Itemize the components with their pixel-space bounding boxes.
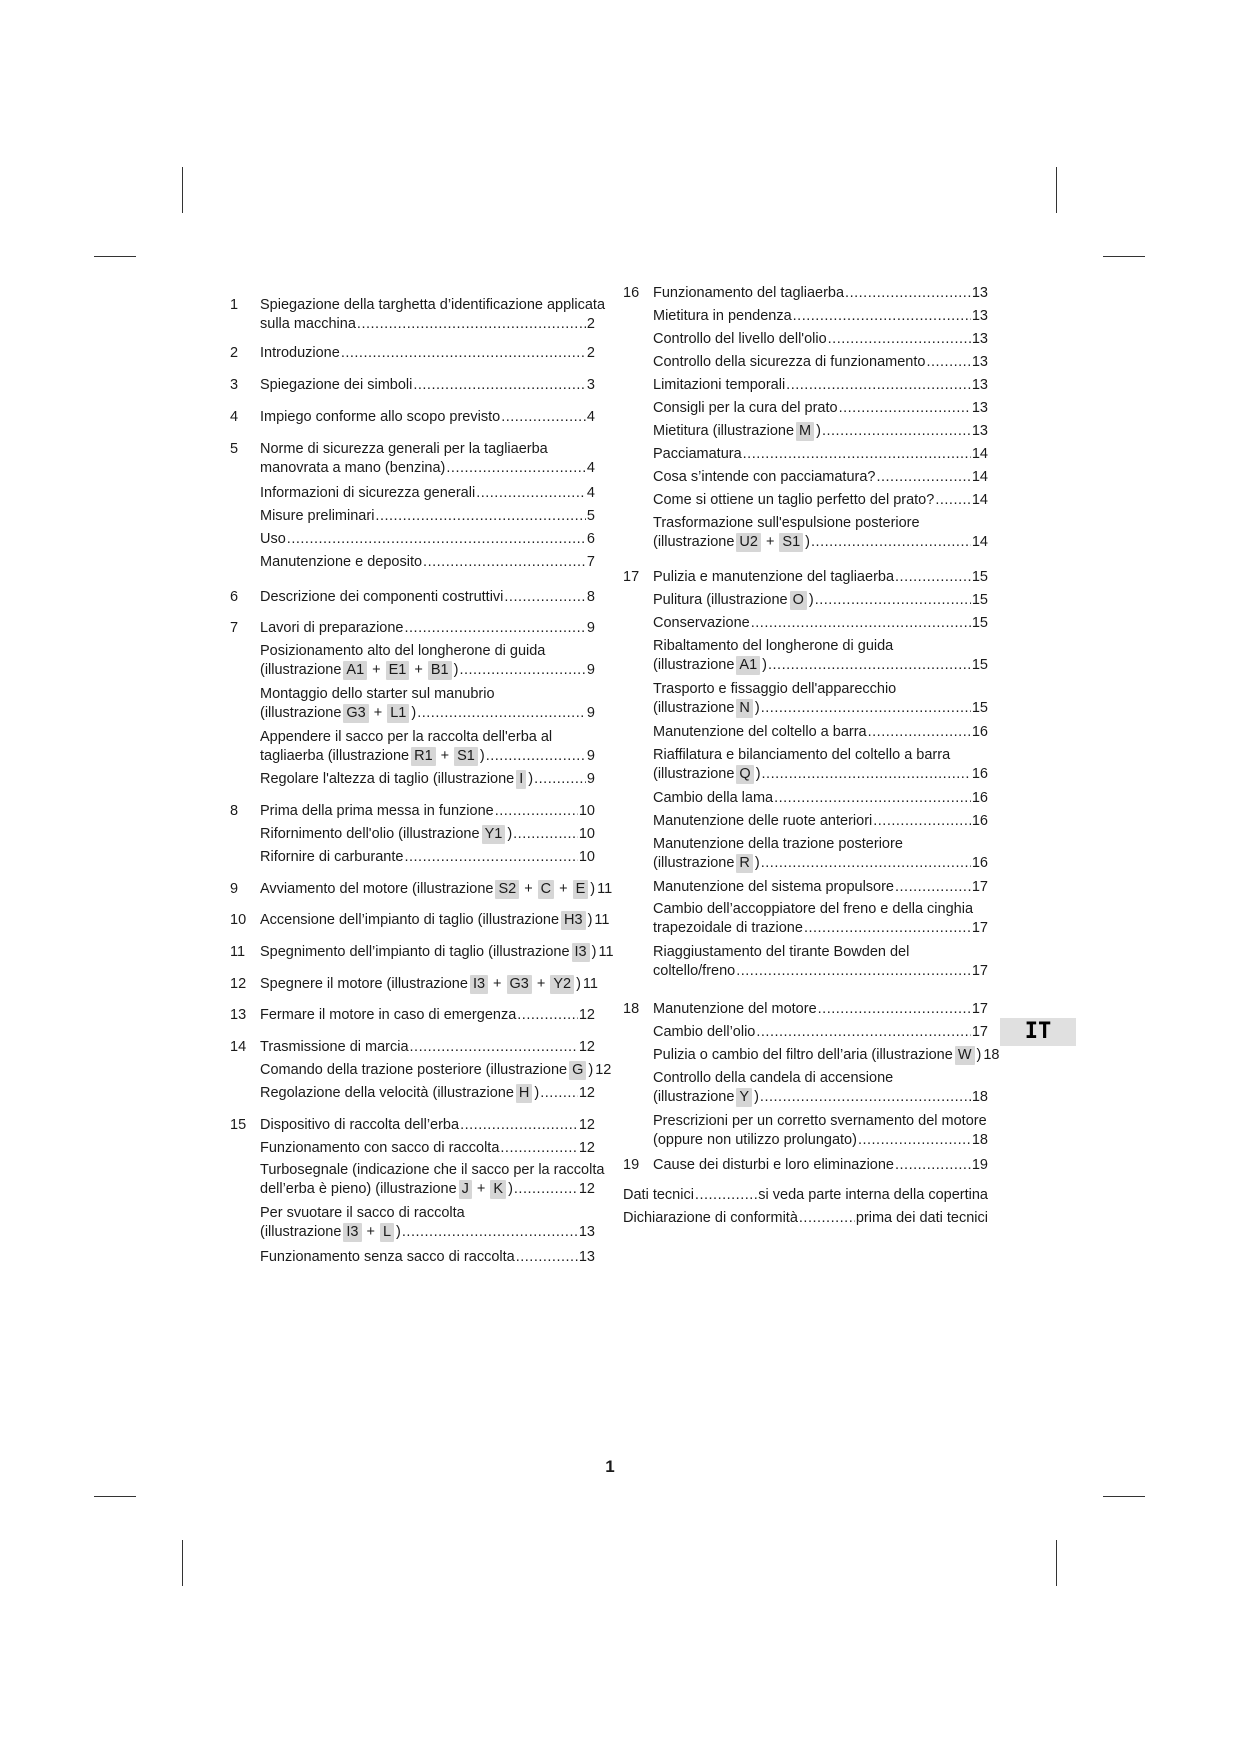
page-ref: 16 xyxy=(971,855,988,871)
toc-entry-title: Cambio dell’accoppiatore del freno e della cinghia xyxy=(653,901,974,917)
dot-leader xyxy=(460,1116,578,1135)
toc-entry-title: Montaggio dello starter sul manubrio xyxy=(260,686,495,702)
closing-paren: ) xyxy=(507,826,513,842)
page-ref: 16 xyxy=(971,790,988,806)
toc-entry-title: Pulizia o cambio del filtro dell’aria (illustrazione xyxy=(653,1047,953,1063)
toc-entry-title: (illustrazione xyxy=(653,766,735,782)
page-ref: 7 xyxy=(586,554,595,570)
toc-entry-title: Dispositivo di raccolta dell’erba xyxy=(260,1117,460,1133)
toc-entry-title: sulla macchina xyxy=(260,316,356,332)
page-ref: 9 xyxy=(586,705,595,721)
page-ref: 11 xyxy=(598,944,614,960)
toc-entry-number: 5 xyxy=(230,441,239,457)
toc-entry-title: Manutenzione del sistema propulsore xyxy=(653,879,894,895)
page-ref: 15 xyxy=(971,657,988,673)
dot-leader xyxy=(804,919,971,938)
illustration-tag: M xyxy=(796,422,814,441)
page-ref: 2 xyxy=(586,345,595,361)
page-ref: 11 xyxy=(597,881,613,897)
toc-entry-title: Turbosegnale (indicazione che il sacco per la raccolta xyxy=(260,1162,605,1178)
toc-entry-title: Conservazione xyxy=(653,615,750,631)
page-ref: 12 xyxy=(578,1039,595,1055)
page-ref: 15 xyxy=(971,592,988,608)
illustration-tag: B1 xyxy=(428,661,452,680)
toc-entry-title: Posizionamento alto del longherone di guida xyxy=(260,643,546,659)
toc-entry-number: 16 xyxy=(623,285,640,301)
dot-leader xyxy=(516,1248,578,1267)
illustration-tag: S1 xyxy=(454,747,478,766)
illustration-tag: G3 xyxy=(507,975,532,994)
plus-sign: + xyxy=(559,881,568,897)
illustration-tag: S2 xyxy=(495,880,519,899)
page-ref: si veda parte interna della copertina xyxy=(758,1187,988,1203)
closing-paren: ) xyxy=(755,766,761,782)
page-ref: prima dei dati tecnici xyxy=(855,1210,988,1226)
closing-paren: ) xyxy=(762,657,767,673)
page-ref: 13 xyxy=(971,400,988,416)
dot-leader xyxy=(501,408,586,427)
toc-entry-title: Controllo della sicurezza di funzionamento xyxy=(653,354,926,370)
illustration-tag: R1 xyxy=(411,747,436,766)
closing-paren: ) xyxy=(754,700,760,716)
illustration-tag: L xyxy=(380,1223,394,1242)
toc-entry-title: Manutenzione del motore xyxy=(653,1001,817,1017)
toc-entry-number: 10 xyxy=(230,912,247,928)
closing-paren: ) xyxy=(534,1085,540,1101)
toc-entry-title: Spegnere il motore (illustrazione xyxy=(260,976,468,992)
dot-leader xyxy=(935,491,971,510)
dot-leader xyxy=(799,1209,855,1228)
toc-entry-title: (illustrazione xyxy=(260,705,342,721)
page-ref: 12 xyxy=(578,1140,595,1156)
dot-leader xyxy=(839,399,971,418)
closing-paren: ) xyxy=(754,1089,759,1105)
closing-paren: ) xyxy=(411,705,417,721)
toc-entry-number: 17 xyxy=(623,569,640,585)
page-ref: 14 xyxy=(971,492,988,508)
dot-leader xyxy=(762,765,971,784)
toc-entry-title: (illustrazione xyxy=(653,657,735,673)
illustration-tag: I3 xyxy=(470,975,488,994)
dot-leader xyxy=(818,1000,971,1019)
toc-entry-number: 15 xyxy=(230,1117,247,1133)
closing-paren: ) xyxy=(587,912,593,928)
toc-entry-title: coltello/freno xyxy=(653,963,736,979)
toc-entry-title: Manutenzione della trazione posteriore xyxy=(653,836,903,852)
page-ref: 16 xyxy=(971,766,988,782)
page-number: 1 xyxy=(605,1457,615,1476)
illustration-tag: A1 xyxy=(343,661,367,680)
page-ref: 16 xyxy=(971,813,988,829)
dot-leader xyxy=(413,376,586,395)
dot-leader xyxy=(756,1023,971,1042)
plus-sign: + xyxy=(373,705,383,721)
dot-leader xyxy=(500,1139,577,1158)
dot-leader xyxy=(743,445,971,464)
page-ref: 9 xyxy=(586,748,595,764)
dot-leader xyxy=(375,507,586,526)
page-ref: 13 xyxy=(971,354,988,370)
closing-paren: ) xyxy=(754,855,760,871)
toc-entry-title: trapezoidale di trazione xyxy=(653,920,803,936)
toc-entry-title: Pacciamatura xyxy=(653,446,742,462)
illustration-tag: R xyxy=(736,854,752,873)
toc-entry-title: (illustrazione xyxy=(260,1224,342,1240)
dot-leader xyxy=(811,533,971,552)
toc-entry-title: Funzionamento con sacco di raccolta xyxy=(260,1140,500,1156)
toc-entry-title: (oppure non utilizzo prolungato) xyxy=(653,1132,857,1148)
illustration-tag: E xyxy=(573,880,589,899)
plus-sign: + xyxy=(414,662,423,678)
page-ref: 18 xyxy=(971,1132,988,1148)
toc-entry-title: Comando della trazione posteriore (illustrazione xyxy=(260,1062,568,1078)
toc-entry-title: Avviamento del motore (illustrazione xyxy=(260,881,494,897)
toc-entry-title: Trasmissione di marcia xyxy=(260,1039,409,1055)
illustration-tag: N xyxy=(736,699,752,718)
dot-leader xyxy=(768,656,971,675)
toc-entry-title: Impiego conforme allo scopo previsto xyxy=(260,409,501,425)
page-ref: 19 xyxy=(971,1157,988,1173)
toc-entry-title: Appendere il sacco per la raccolta dell'erba al xyxy=(260,729,553,745)
illustration-tag: H3 xyxy=(561,911,586,930)
illustration-tag: A1 xyxy=(736,656,760,675)
crop-mark xyxy=(1103,256,1145,257)
page-ref: 4 xyxy=(586,460,595,476)
toc-entry-number: 3 xyxy=(230,377,239,393)
dot-leader xyxy=(341,344,586,363)
dot-leader xyxy=(486,747,586,766)
closing-paren: ) xyxy=(588,1062,594,1078)
toc-entry-title: Informazioni di sicurezza generali xyxy=(260,485,476,501)
page-ref: 12 xyxy=(595,1062,612,1078)
illustration-tag: G xyxy=(569,1061,586,1080)
dot-leader xyxy=(540,1084,578,1103)
dot-leader xyxy=(459,661,585,680)
illustration-tag: C xyxy=(538,880,554,899)
closing-paren: ) xyxy=(528,771,534,787)
dot-leader xyxy=(751,614,971,633)
toc-entry-title: Accensione dell’impianto di taglio (illustrazione xyxy=(260,912,560,928)
dot-leader xyxy=(514,1180,578,1199)
illustration-tag: I xyxy=(516,770,526,789)
page-ref: 10 xyxy=(578,826,595,842)
closing-paren: ) xyxy=(805,534,811,550)
page-ref: 13 xyxy=(578,1224,595,1240)
toc-entry-title: (illustrazione xyxy=(260,662,342,678)
toc-entry-title: Funzionamento del tagliaerba xyxy=(653,285,845,301)
closing-paren: ) xyxy=(479,748,485,764)
toc-entry-title: Controllo della candela di accensione xyxy=(653,1070,894,1086)
toc-entry-title: Manutenzione del coltello a barra xyxy=(653,724,867,740)
closing-paren: ) xyxy=(590,881,596,897)
page-ref: 15 xyxy=(971,700,988,716)
toc-entry-number: 9 xyxy=(230,881,239,897)
page-ref: 13 xyxy=(971,285,988,301)
dot-leader xyxy=(446,459,586,478)
page-ref: 15 xyxy=(971,615,988,631)
dot-leader xyxy=(695,1186,757,1205)
illustration-tag: W xyxy=(955,1046,975,1065)
language-tab: IT xyxy=(1000,1018,1076,1046)
page-ref: 9 xyxy=(586,771,595,787)
toc-entry-number: 19 xyxy=(623,1157,640,1173)
toc-entry-title: Misure preliminari xyxy=(260,508,375,524)
toc-entry-number: 6 xyxy=(230,589,239,605)
page-ref: 10 xyxy=(578,803,595,819)
closing-paren: ) xyxy=(808,592,814,608)
page-ref: 4 xyxy=(586,409,595,425)
toc-entry-title: Per svuotare il sacco di raccolta xyxy=(260,1205,465,1221)
toc-entry-title: (illustrazione xyxy=(653,1089,735,1105)
dot-leader xyxy=(402,1223,578,1242)
dot-leader xyxy=(736,962,971,981)
toc-entry-title: Cause dei disturbi e loro eliminazione xyxy=(653,1157,894,1173)
page-ref: 13 xyxy=(578,1249,595,1265)
toc-entry-number: 1 xyxy=(230,297,239,313)
toc-entry-title: Come si ottiene un taglio perfetto del prato? xyxy=(653,492,935,508)
page-ref: 4 xyxy=(586,485,595,501)
illustration-tag: E1 xyxy=(386,661,410,680)
toc-entry-title: Rifornimento dell'olio (illustrazione xyxy=(260,826,480,842)
toc-entry-title: Riaggiustamento del tirante Bowden del xyxy=(653,944,910,960)
page-ref: 16 xyxy=(971,724,988,740)
toc-entry-title: dell’erba è pieno) (illustrazione xyxy=(260,1181,457,1197)
toc-entry-title: Mietitura in pendenza xyxy=(653,308,792,324)
toc-entry-title: Prima della prima messa in funzione xyxy=(260,803,494,819)
toc-entry-title: Regolare l'altezza di taglio (illustrazione xyxy=(260,771,515,787)
toc-entry-title: Limitazioni temporali xyxy=(653,377,786,393)
page-ref: 17 xyxy=(971,1001,988,1017)
dot-leader xyxy=(404,848,577,867)
page-ref: 12 xyxy=(578,1181,595,1197)
illustration-tag: L1 xyxy=(387,704,409,723)
toc-entry-title: Trasformazione sull'espulsione posteriore xyxy=(653,515,920,531)
dot-leader xyxy=(404,619,585,638)
page-ref: 11 xyxy=(594,912,610,928)
toc-entry-title: Prescrizioni per un corretto svernamento del motore xyxy=(653,1113,987,1129)
toc-entry-title: Dati tecnici xyxy=(623,1187,694,1203)
toc-entry-title: manovrata a mano (benzina) xyxy=(260,460,446,476)
page-ref: 17 xyxy=(971,879,988,895)
toc-entry-title: Pulizia e manutenzione del tagliaerba xyxy=(653,569,895,585)
toc-entry-title: (illustrazione xyxy=(653,534,735,550)
page-ref: 17 xyxy=(971,920,988,936)
dot-leader xyxy=(517,1006,578,1025)
dot-leader xyxy=(760,1088,971,1107)
dot-leader xyxy=(357,315,586,334)
dot-leader xyxy=(504,588,586,607)
dot-leader xyxy=(793,307,971,326)
toc-entry-title: Regolazione della velocità (illustrazione xyxy=(260,1085,514,1101)
dot-leader xyxy=(774,789,971,808)
illustration-tag: G3 xyxy=(343,704,368,723)
dot-leader xyxy=(534,770,586,789)
closing-paren: ) xyxy=(976,1047,982,1063)
dot-leader xyxy=(410,1038,578,1057)
toc-entry-title: Cosa s’intende con pacciamatura? xyxy=(653,469,876,485)
dot-leader xyxy=(786,376,971,395)
closing-paren: ) xyxy=(453,662,459,678)
toc-entry-title: tagliaerba (illustrazione xyxy=(260,748,410,764)
illustration-tag: U2 xyxy=(736,533,761,552)
illustration-tag: I3 xyxy=(572,943,590,962)
crop-mark xyxy=(1103,1496,1145,1497)
page-ref: 9 xyxy=(586,662,595,678)
page-ref: 12 xyxy=(578,1117,595,1133)
dot-leader xyxy=(868,723,971,742)
toc-entry-title: Rifornire di carburante xyxy=(260,849,404,865)
dot-leader xyxy=(423,553,586,572)
toc-entry-title: Cambio dell’olio xyxy=(653,1024,756,1040)
closing-paren: ) xyxy=(591,944,597,960)
page-ref: 17 xyxy=(971,963,988,979)
plus-sign: + xyxy=(765,534,775,550)
toc-entry-title: (illustrazione xyxy=(653,700,735,716)
toc-entry-number: 12 xyxy=(230,976,247,992)
page-ref: 12 xyxy=(578,1085,595,1101)
plus-sign: + xyxy=(366,1224,375,1240)
page-ref: 18 xyxy=(983,1047,1000,1063)
illustration-tag: Y2 xyxy=(550,975,574,994)
toc-entry-number: 14 xyxy=(230,1039,247,1055)
toc-entry-number: 8 xyxy=(230,803,239,819)
page-ref: 17 xyxy=(971,1024,988,1040)
page-ref: 6 xyxy=(586,531,595,547)
page-ref: 13 xyxy=(971,377,988,393)
toc-entry-number: 4 xyxy=(230,409,239,425)
closing-paren: ) xyxy=(508,1181,513,1197)
crop-mark xyxy=(94,256,136,257)
toc-entry-title: Dichiarazione di conformità xyxy=(623,1210,798,1226)
page-ref: 14 xyxy=(971,469,988,485)
crop-mark xyxy=(94,1496,136,1497)
crop-mark xyxy=(182,167,183,213)
toc-entry-title: Lavori di preparazione xyxy=(260,620,404,636)
dot-leader xyxy=(761,699,971,718)
toc-entry-title: Introduzione xyxy=(260,345,340,361)
page-ref: 13 xyxy=(971,308,988,324)
page-ref: 5 xyxy=(586,508,595,524)
toc-entry-title: Mietitura (illustrazione xyxy=(653,423,795,439)
crop-mark xyxy=(1056,167,1057,213)
dot-leader xyxy=(822,422,971,441)
illustration-tag: Q xyxy=(736,765,753,784)
toc-entry-title: Cambio della lama xyxy=(653,790,774,806)
dot-leader xyxy=(513,825,578,844)
toc-entry-title: Manutenzione e deposito xyxy=(260,554,423,570)
closing-paren: ) xyxy=(396,1224,401,1240)
dot-leader xyxy=(895,878,971,897)
toc-entry-title: Riaffilatura e bilanciamento del coltello a barra xyxy=(653,747,951,763)
illustration-tag: K xyxy=(490,1180,506,1199)
toc-entry-number: 2 xyxy=(230,345,239,361)
toc-entry-number: 18 xyxy=(623,1001,640,1017)
page-ref: 3 xyxy=(586,377,595,393)
plus-sign: + xyxy=(536,976,546,992)
illustration-tag: H xyxy=(516,1084,532,1103)
page-ref: 14 xyxy=(971,534,988,550)
dot-leader xyxy=(417,704,586,723)
toc-entry-title: Funzionamento senza sacco di raccolta xyxy=(260,1249,515,1265)
toc-entry-title: Spiegazione della targhetta d’identificazione applicata xyxy=(260,297,606,313)
page-ref: 9 xyxy=(586,620,595,636)
toc-entry-number: 11 xyxy=(230,944,246,960)
illustration-tag: J xyxy=(459,1180,472,1199)
toc-entry-title: Uso xyxy=(260,531,286,547)
page-ref: 14 xyxy=(971,446,988,462)
toc-entry-title: Trasporto e fissaggio dell'apparecchio xyxy=(653,681,897,697)
toc-entry-title: Ribaltamento del longherone di guida xyxy=(653,638,894,654)
toc-entry-number: 13 xyxy=(230,1007,247,1023)
illustration-tag: I3 xyxy=(343,1223,361,1242)
dot-leader xyxy=(828,330,971,349)
dot-leader xyxy=(873,812,971,831)
toc-entry-title: Consigli per la cura del prato xyxy=(653,400,838,416)
plus-sign: + xyxy=(372,662,381,678)
illustration-tag: Y xyxy=(736,1088,752,1107)
closing-paren: ) xyxy=(816,423,821,439)
page-ref: 13 xyxy=(971,331,988,347)
toc-entry-title: Controllo del livello dell'olio xyxy=(653,331,827,347)
dot-leader xyxy=(858,1131,971,1150)
plus-sign: + xyxy=(493,976,502,992)
toc-entry-title: Norme di sicurezza generali per la tagliaerba xyxy=(260,441,548,457)
plus-sign: + xyxy=(440,748,450,764)
dot-leader xyxy=(876,468,970,487)
dot-leader xyxy=(926,353,970,372)
crop-mark xyxy=(182,1540,183,1586)
toc-entry-number: 7 xyxy=(230,620,239,636)
page-ref: 18 xyxy=(971,1089,988,1105)
page-ref: 8 xyxy=(586,589,595,605)
toc-entry-title: Descrizione dei componenti costruttivi xyxy=(260,589,504,605)
dot-leader xyxy=(495,802,578,821)
toc-entry-title: Pulitura (illustrazione xyxy=(653,592,788,608)
crop-mark xyxy=(1056,1540,1057,1586)
dot-leader xyxy=(287,530,586,549)
toc-entry-title: Manutenzione delle ruote anteriori xyxy=(653,813,873,829)
page-ref: 2 xyxy=(586,316,595,332)
page-ref: 13 xyxy=(971,423,988,439)
toc-entry-title: Spiegazione dei simboli xyxy=(260,377,413,393)
closing-paren: ) xyxy=(576,976,581,992)
page-ref: 10 xyxy=(578,849,595,865)
page-ref: 11 xyxy=(582,976,598,992)
page-ref: 15 xyxy=(971,569,988,585)
illustration-tag: O xyxy=(790,591,807,610)
toc-entry-title: Spegnimento dell’impianto di taglio (illustrazione xyxy=(260,944,570,960)
illustration-tag: Y1 xyxy=(482,825,506,844)
toc-entry-title: Fermare il motore in caso di emergenza xyxy=(260,1007,517,1023)
dot-leader xyxy=(845,284,971,303)
page-ref: 12 xyxy=(578,1007,595,1023)
dot-leader xyxy=(895,568,971,587)
plus-sign: + xyxy=(476,1181,486,1197)
illustration-tag: S1 xyxy=(779,533,803,552)
toc-entry-title: (illustrazione xyxy=(653,855,735,871)
dot-leader xyxy=(761,854,971,873)
plus-sign: + xyxy=(524,881,533,897)
dot-leader xyxy=(895,1156,971,1175)
dot-leader xyxy=(476,484,586,503)
dot-leader xyxy=(815,591,971,610)
